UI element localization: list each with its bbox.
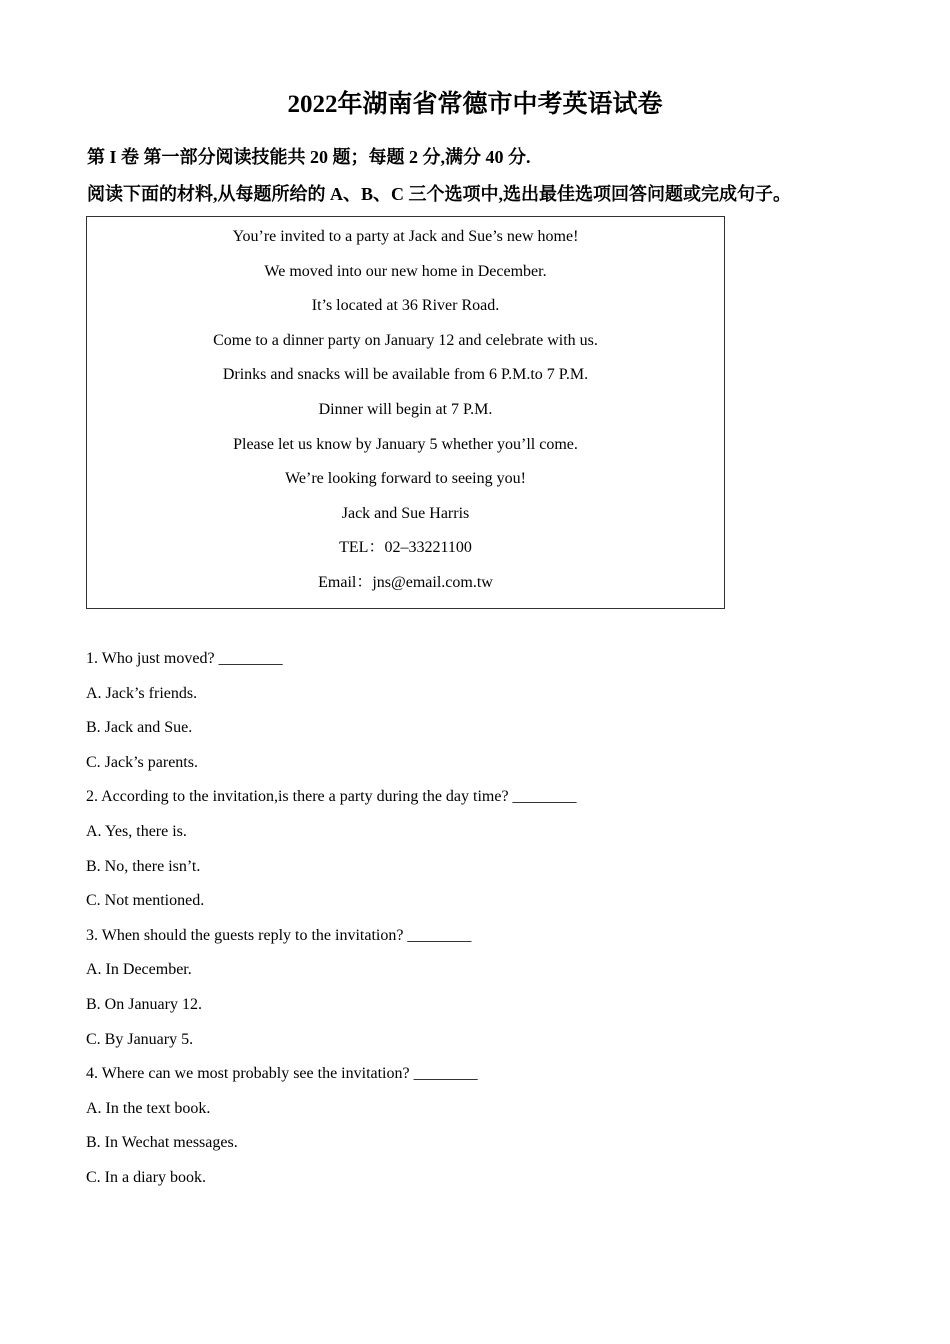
answer-option: B. Jack and Sue. [86,719,193,737]
question-stem: 3. When should the guests reply to the invitation? ________ [86,926,472,944]
invitation-line: Come to a dinner party on January 12 and celebrate with us. [213,331,598,349]
answer-option: C. By January 5. [86,1030,194,1048]
invitation-headline: You’re invited to a party at Jack and Sue’s new home! [232,228,579,245]
invitation-signature: Jack and Sue Harris [341,504,470,522]
invitation-box [86,216,725,609]
invitation-line: We’re looking forward to seeing you! [285,470,526,488]
invitation-email: Email：jns@email.com.tw [318,574,493,591]
answer-option: B. On January 12. [86,995,202,1013]
answer-option: A. Yes, there is. [86,822,187,840]
invitation-line: It’s located at 36 River Road. [311,297,500,315]
invitation-line: Please let us know by January 5 whether you’ll come. [233,435,578,453]
invitation-phone: TEL：02–33221100 [339,539,472,557]
answer-option: C. Not mentioned. [86,892,205,910]
question-stem: 2. According to the invitation,is there a party during the day time? ________ [86,788,577,806]
answer-option: B. No, there isn’t. [86,857,201,875]
invitation-line: Dinner will begin at 7 P.M. [318,401,493,418]
reading-instruction: 阅读下面的材料,从每题所给的 A、B、C 三个选项中,选出最佳选项回答问题或完成句子。 [87,184,792,204]
question-stem: 4. Where can we most probably see the invitation? ________ [86,1065,478,1083]
answer-option: B. In Wechat messages. [86,1134,238,1152]
invitation-line: Drinks and snacks will be available from 6 P.M.to 7 P.M. [222,366,589,384]
answer-option: C. Jack’s parents. [86,753,198,771]
answer-option: A. In the text book. [86,1099,211,1117]
question-stem: 1. Who just moved? ________ [86,650,283,667]
page-title: 2022年湖南省常德市中考英语试卷 [287,91,663,118]
question-list [86,648,577,1202]
answer-option: A. Jack’s friends. [86,684,198,702]
section-heading: 第 I 卷 第一部分阅读技能共 20 题；每题 2 分,满分 40 分. [87,147,531,167]
invitation-line: We moved into our new home in December. [264,262,547,280]
answer-option: A. In December. [86,961,192,979]
answer-option: C. In a diary book. [86,1168,206,1186]
